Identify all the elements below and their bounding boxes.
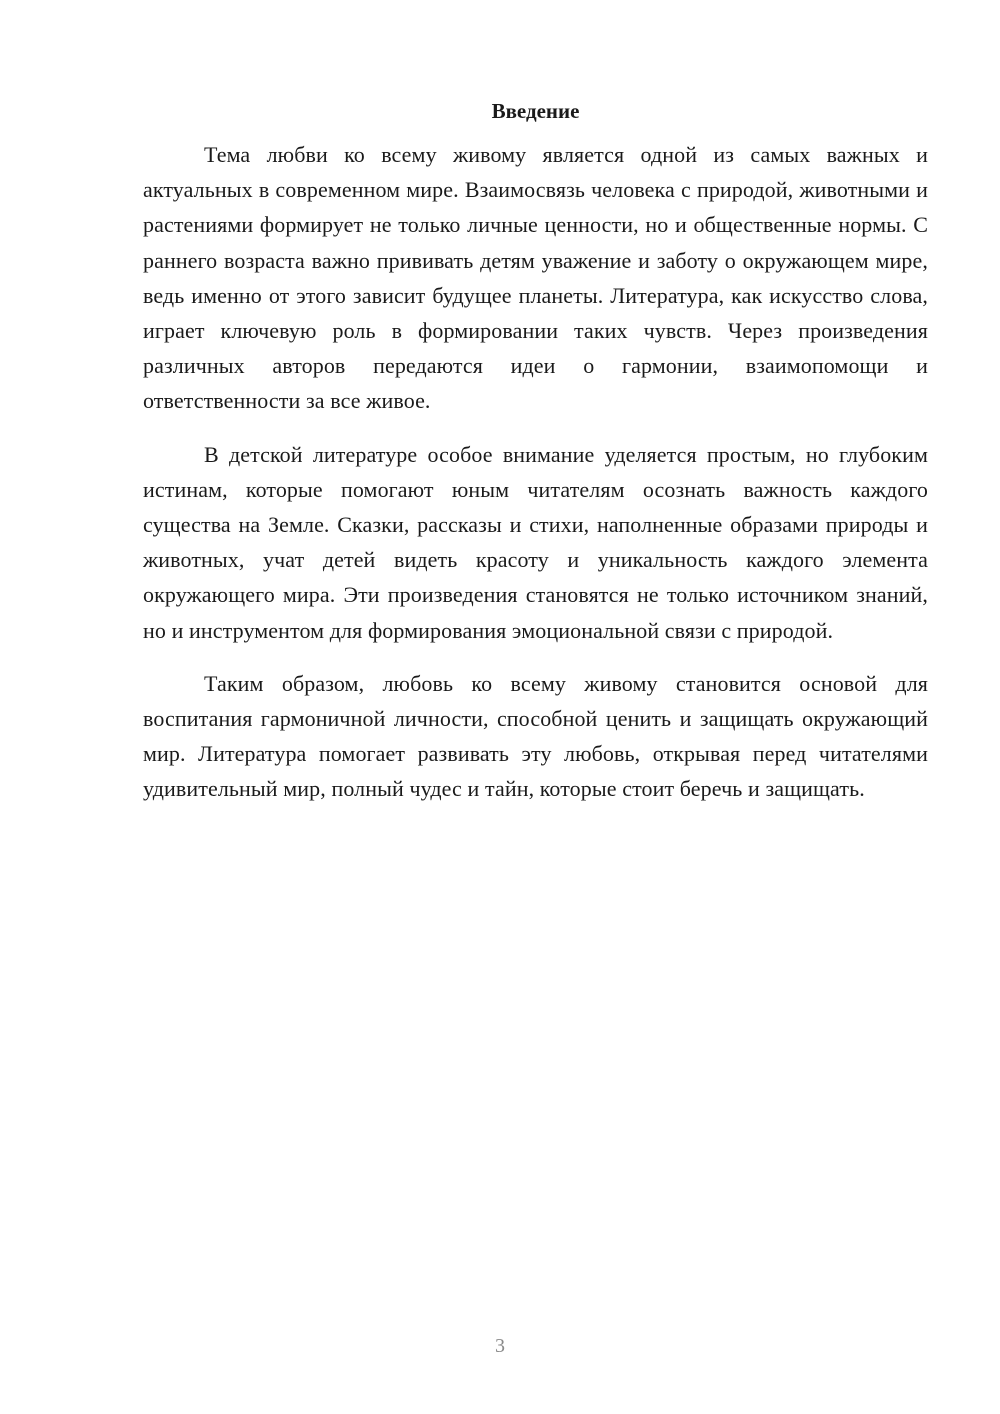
paragraph-1: Тема любви ко всему живому является одной из самых важных и актуальных в современном мире. Взаимосвязь человека с природой, животными и растениями формирует не только личные ценности, но и общественные нормы. С раннего возраста важно прививать детям уважение и заботу о окружающем мире, ведь именно от этого зависит будущее планеты. Литература, как искусство слова, играет ключевую роль в формировании таких чувств. Через произведения различных авторов передаются идеи о гармонии, взаимопомощи и ответственности за все живое. bbox=[143, 142, 928, 414]
paragraph-3: Таким образом, любовь ко всему живому становится основой для воспитания гармоничной личности, способной ценить и защищать окружающий мир. Литература помогает развивать эту любовь, открывая перед читателями удивительный мир, полный чудес и тайн, которые стоит беречь и защищать. bbox=[143, 670, 928, 802]
page-number: 3 bbox=[495, 1335, 505, 1357]
paragraph-2: В детской литературе особое внимание уделяется простым, но глубоким истинам, которые помогают юным читателям осознать важность каждого существа на Земле. Сказки, рассказы и стихи, наполненные образами природы и животных, учат детей видеть красоту и уникальность каждого элемента окружающего мира. Эти произведения становятся не только источником знаний, но и инструментом для формирования эмоциональной связи с природой. bbox=[143, 441, 928, 643]
section-title: Введение bbox=[491, 99, 580, 123]
page-content bbox=[143, 97, 928, 825]
